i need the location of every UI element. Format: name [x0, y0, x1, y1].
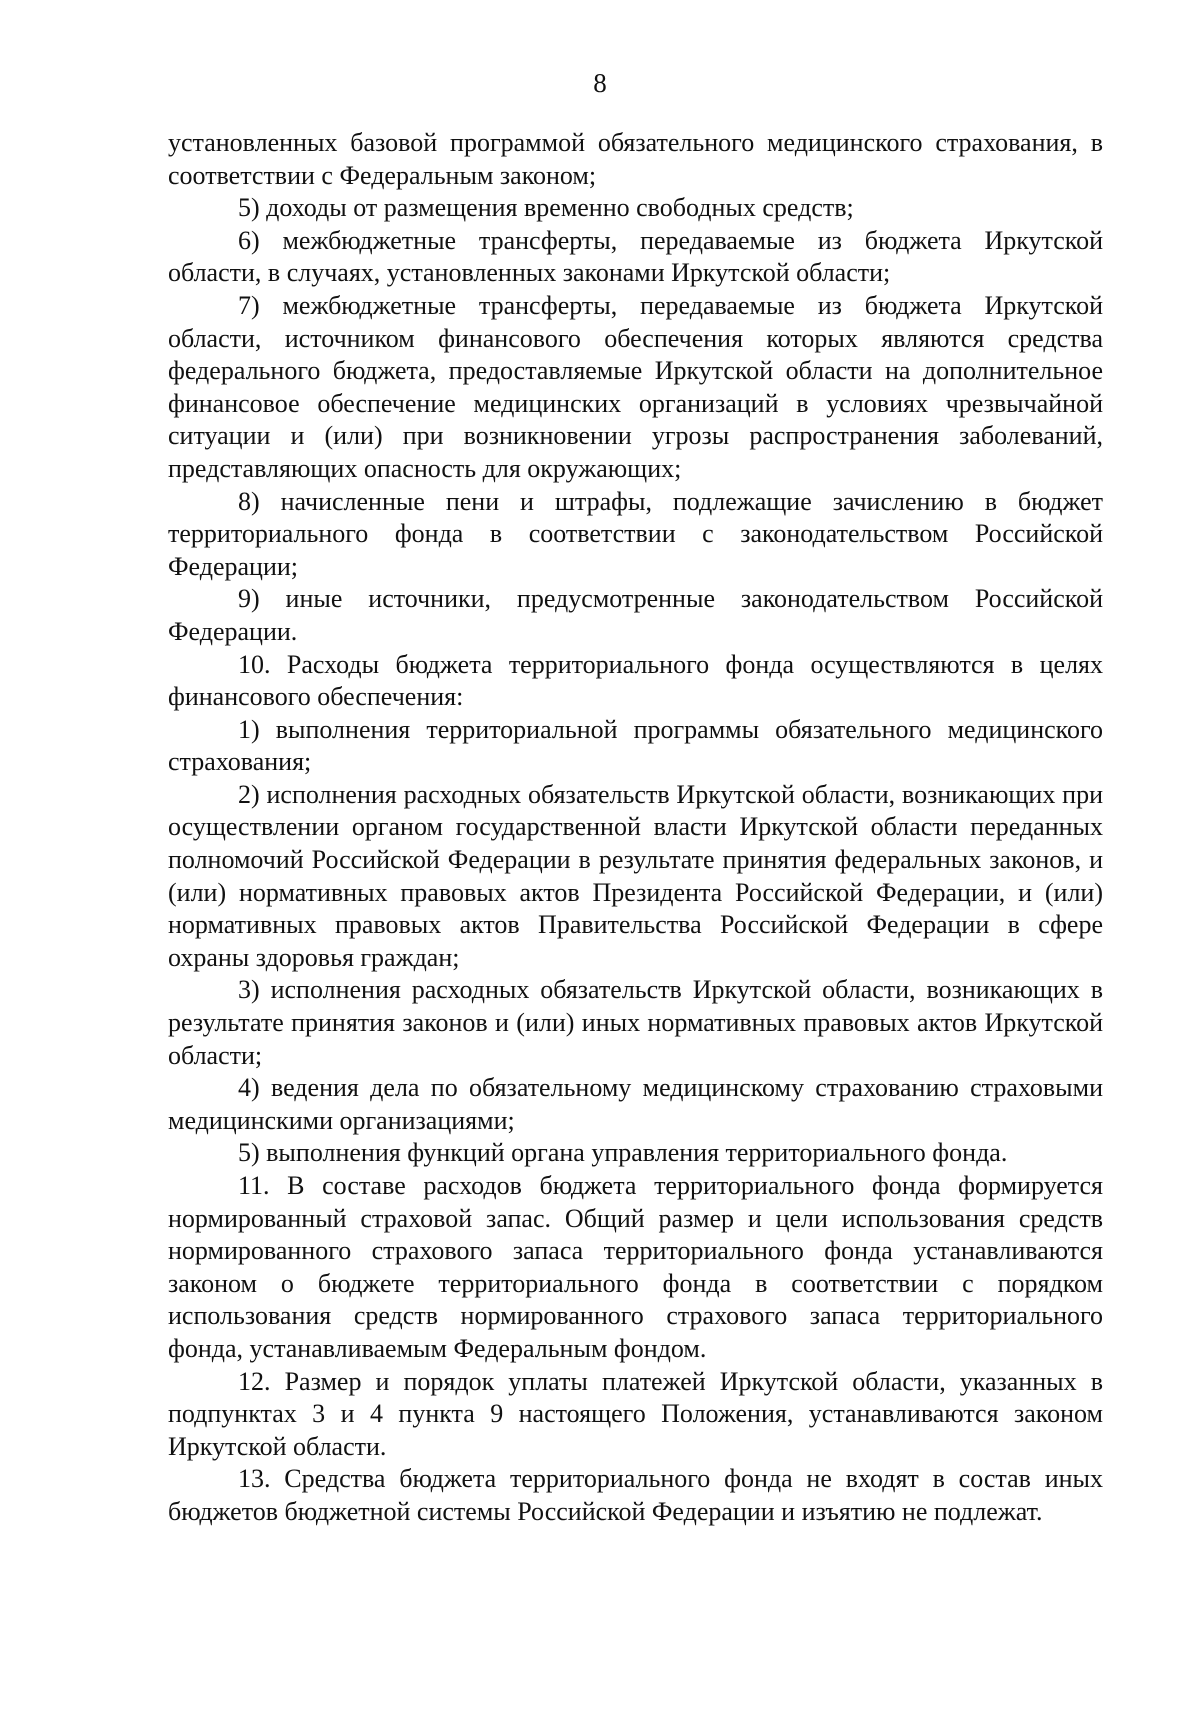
paragraph-clause-10: 10. Расходы бюджета территориального фонда осуществляются в целях финансового обеспечения:	[168, 649, 1103, 712]
paragraph-clause-10-item-2: 2) исполнения расходных обязательств Иркутской области, возникающих при осуществлении органом государственной власти Иркутской области переданных полномочий Российской Федерации в результате принятия федеральных законов, и (или) нормативных правовых актов Президента Российской Федерации, и (или) нормативных правовых актов Правительства Российской Федерации в сфере охраны здоровья граждан;	[168, 779, 1103, 972]
page-number: 8	[593, 68, 607, 98]
paragraph-clause-10-item-5: 5) выполнения функций органа управления территориального фонда.	[238, 1138, 1008, 1168]
paragraph-clause-12: 12. Размер и порядок уплаты платежей Иркутской области, указанных в подпунктах 3 и 4 пункта 9 настоящего Положения, устанавливаются законом Иркутской области.	[168, 1366, 1103, 1461]
paragraph-item-5-income: 5) доходы от размещения временно свободных средств;	[238, 193, 854, 223]
paragraph-clause-13: 13. Средства бюджета территориального фонда не входят в состав иных бюджетов бюджетной системы Российской Федерации и изъятию не подлежат.	[168, 1464, 1103, 1526]
paragraph-item-9-other: 9) иные источники, предусмотренные законодательством Российской Федерации.	[168, 584, 1103, 646]
paragraph-clause-11: 11. В составе расходов бюджета территориального фонда формируется нормированный страховой запас. Общий размер и цели использования средств нормированного страхового запаса территориального фонда устанавливаются законом о бюджете территориального фонда в соответствии с порядком использования средств нормированного страхового запаса территориального фонда, устанавливаемым Федеральным фондом.	[168, 1171, 1103, 1363]
paragraph-item-6-transfers: 6) межбюджетные трансферты, передаваемые из бюджета Иркутской области, в случаях, установленных законами Иркутской области;	[168, 225, 1103, 288]
document-body	[168, 127, 1103, 1529]
paragraph-continuation: установленных базовой программой обязательного медицинского страхования, в соответствии с Федеральным законом;	[168, 128, 1103, 190]
paragraph-clause-10-item-4: 4) ведения дела по обязательному медицинскому страхованию страховыми медицинскими организациями;	[168, 1073, 1103, 1135]
paragraph-item-7-transfers: 7) межбюджетные трансферты, передаваемые из бюджета Иркутской области, источником финансового обеспечения которых являются средства федерального бюджета, предоставляемые Иркутской области на дополнительное финансовое обеспечение медицинских организаций в условиях чрезвычайной ситуации и (или) при возникновении угрозы распространения заболеваний, представляющих опасность для окружающих;	[168, 290, 1103, 483]
paragraph-clause-10-item-1: 1) выполнения территориальной программы обязательного медицинского страхования;	[168, 714, 1103, 777]
paragraph-item-8-penalties: 8) начисленные пени и штрафы, подлежащие зачислению в бюджет территориального фонда в соответствии с законодательством Российской Федерации;	[168, 486, 1103, 581]
paragraph-clause-10-item-3: 3) исполнения расходных обязательств Иркутской области, возникающих в результате принятия законов и (или) иных нормативных правовых актов Иркутской области;	[168, 975, 1103, 1070]
